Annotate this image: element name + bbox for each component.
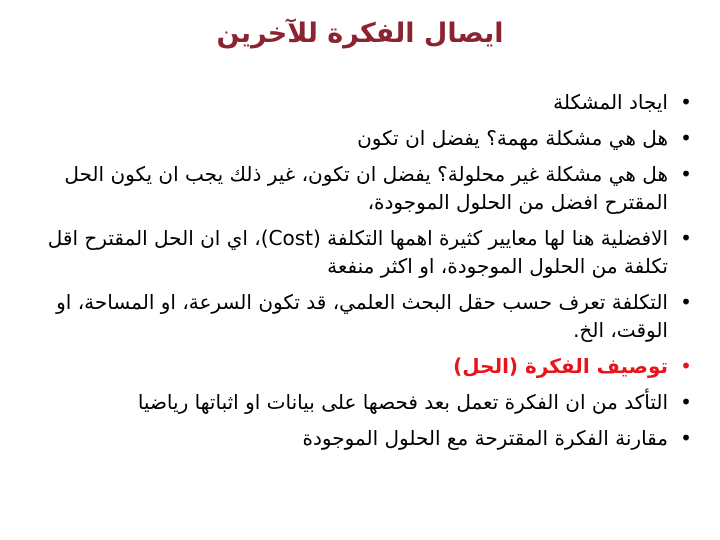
bullet-text: التأكد من ان الفكرة تعمل بعد فحصها على بيانات او اثباتها رياضيا: [137, 390, 668, 414]
bullet-item: [24, 160, 696, 216]
bullet-text: مقارنة الفكرة المقترحة مع الحلول الموجودة: [302, 426, 668, 450]
bullet-dot-icon: •: [680, 354, 692, 378]
bullet-dot-icon: •: [680, 226, 692, 250]
bullet-dot-icon: •: [680, 90, 692, 114]
bullet-item: [24, 288, 696, 344]
bullet-dot-icon: •: [680, 126, 692, 150]
bullet-item: [24, 424, 696, 452]
bullet-dot-icon: •: [680, 390, 692, 414]
bullet-item: [24, 88, 696, 116]
bullet-text: التكلفة تعرف حسب حقل البحث العلمي، قد تكون السرعة، او المساحة، او الوقت، الخ.: [56, 290, 668, 342]
bullet-item: [24, 124, 696, 152]
bullet-dot-icon: •: [680, 290, 692, 314]
bullet-item: [24, 388, 696, 416]
bullet-item: [24, 352, 696, 380]
bullet-text: ايجاد المشكلة: [553, 90, 668, 114]
bullet-text: توصيف الفكرة (الحل): [453, 354, 668, 378]
bullet-dot-icon: •: [680, 426, 692, 450]
bullet-text: الافضلية هنا لها معايير كثيرة اهمها التكلفة (Cost)، اي ان الحل المقترح اقل تكلفة من الحلول الموجودة، او اكثر منفعة: [47, 226, 668, 278]
bullet-dot-icon: •: [680, 162, 692, 186]
bullet-item: [24, 224, 696, 280]
bullet-list: [24, 88, 696, 460]
bullet-text: هل هي مشكلة غير محلولة؟ يفضل ان تكون، غير ذلك يجب ان يكون الحل المقترح افضل من الحلول الموجودة،: [64, 162, 668, 214]
bullet-text: هل هي مشكلة مهمة؟ يفضل ان تكون: [357, 126, 668, 150]
slide-title: ايصال الفكرة للآخرين: [216, 18, 504, 49]
